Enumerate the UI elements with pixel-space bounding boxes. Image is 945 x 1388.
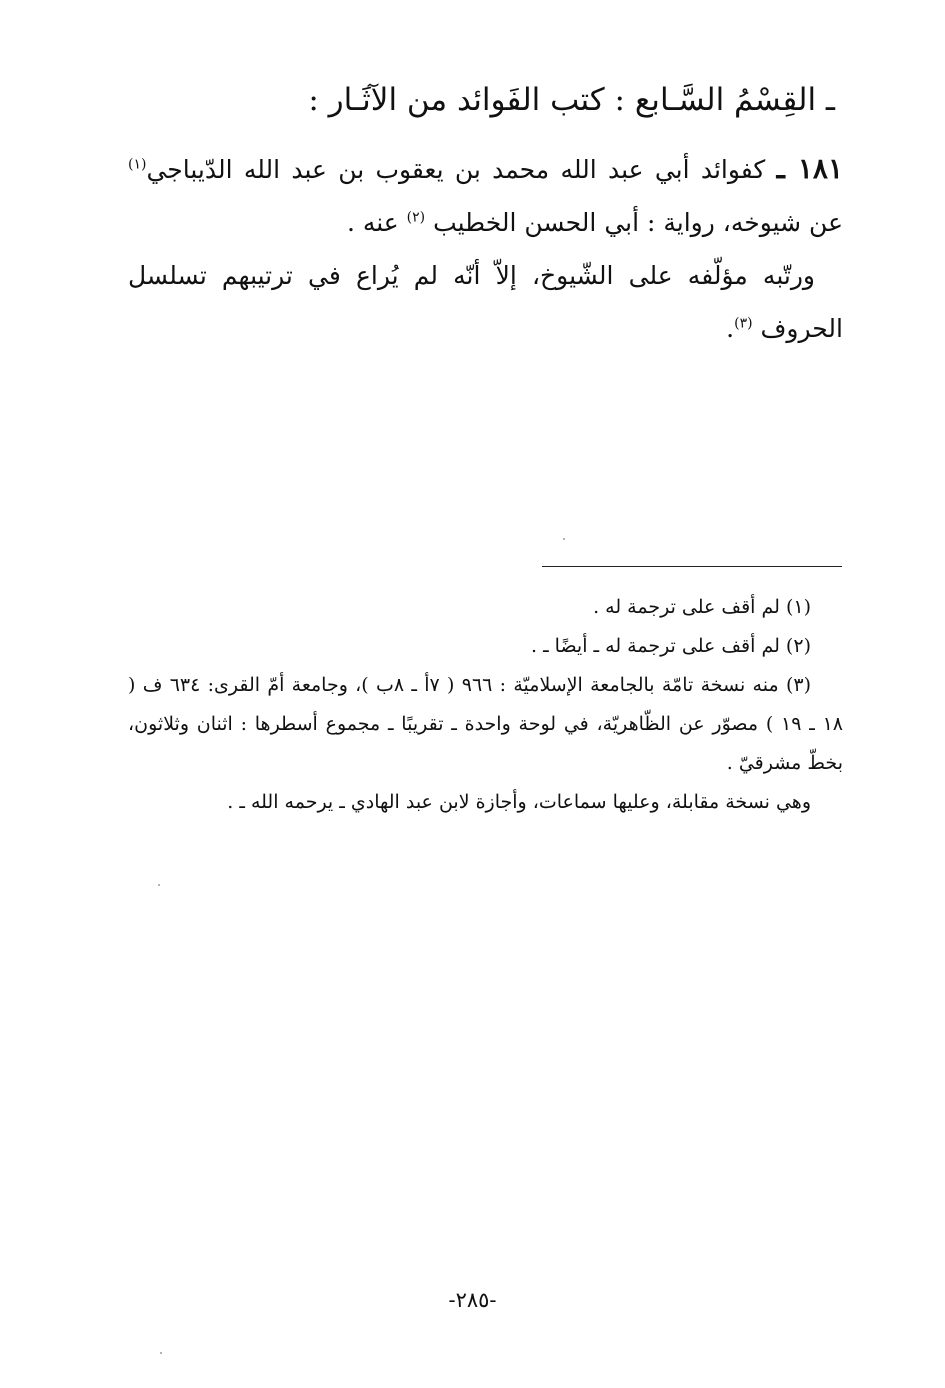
footnotes-block (128, 588, 843, 822)
entry-text-part-1: كفوائد أبي عبد الله محمد بن يعقوب بن عبد الله الدّيباجي (146, 155, 766, 184)
footnote-ref-3: (٣) (734, 315, 753, 332)
entry-paragraph (128, 142, 843, 249)
footnote-ref-1: (١) (128, 156, 147, 173)
footnote-separator (542, 566, 842, 567)
arrangement-text: ورتّبه مؤلّفه على الشّيوخ، إلاّ أنّه لم يُراع في ترتيبهم تسلسل الحروف (128, 261, 843, 343)
section-heading: ـ القِسْمُ السَّـابع : كتب الفَوائد من الآثَـار : (308, 82, 835, 118)
footnote-1: (١) لم أقف على ترجمة له . (593, 596, 811, 618)
entry-number: ١٨١ ـ (776, 152, 844, 185)
page-number: -٢٨٥- (448, 1288, 497, 1312)
entry-text-part-2: عن شيوخه، رواية : أبي الحسن الخطيب (425, 208, 843, 237)
entry-text-part-3: عنه . (346, 208, 407, 237)
footnote-2: (٢) لم أقف على ترجمة له ـ أيضًا ـ . (530, 635, 811, 657)
entry-body (128, 142, 843, 355)
footnote-3: (٣) منه نسخة تامّة بالجامعة الإسلاميّة : ٩٦٦ ( ٧أ ـ ٨ب )، وجامعة أمّ القرى: ٦٣٤ ف ( ١٨ ـ ١٩ ) مصوّر عن الظّاهريّة، في لوحة واحدة ـ تقريبًا ـ مجموع أسطرها : اثنان وثلاثون، بخطّ مشرقيّ . (128, 674, 843, 774)
arrangement-end: . (726, 314, 735, 343)
footnote-ref-2: (٢) (406, 209, 426, 226)
scan-speck (160, 1352, 162, 1354)
footnote-3-continuation: وهي نسخة مقابلة، وعليها سماعات، وأجازة لابن عبد الهادي ـ يرحمه الله ـ . (227, 791, 811, 813)
entry-arrangement-paragraph (128, 249, 843, 355)
scan-speck (563, 538, 565, 540)
scan-speck (158, 884, 160, 886)
